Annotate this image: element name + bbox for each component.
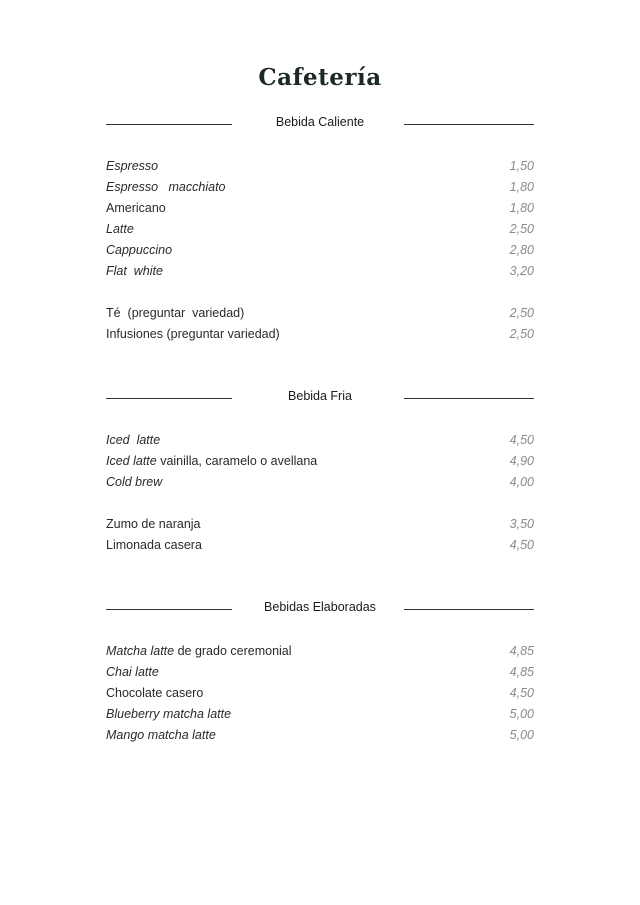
item-price: 4,85 (509, 665, 534, 679)
item-price: 4,00 (509, 475, 534, 489)
section-title: Bebida Fria (288, 389, 352, 403)
item-price: 4,90 (509, 454, 534, 468)
menu-item (106, 451, 534, 472)
menu-item (106, 704, 534, 725)
item-name: Zumo de naranja (106, 517, 201, 531)
item-price: 1,50 (509, 159, 534, 173)
section-title: Bebida Caliente (275, 115, 365, 129)
menu-item (106, 662, 534, 683)
section-header (106, 388, 534, 408)
section-bebidas-elaboradas (106, 599, 534, 746)
item-name: Mango matcha latte (106, 728, 216, 742)
item-name: Flat white (106, 264, 163, 278)
item-name: Iced latte (106, 433, 161, 447)
item-price: 3,50 (509, 517, 534, 531)
menu-item (106, 430, 534, 451)
menu-item (106, 156, 534, 177)
item-price: 2,50 (509, 327, 534, 341)
item-name: Latte (106, 222, 134, 236)
item-name: Americano (106, 201, 166, 215)
divider-right (404, 398, 534, 399)
section-header (106, 599, 534, 619)
menu-item (106, 261, 534, 282)
menu-item (106, 641, 534, 662)
item-name: Espresso macchiato (106, 180, 226, 194)
item-name: Chai latte (106, 665, 159, 679)
item-name: Iced latte vainilla, caramelo o avellana (106, 454, 318, 468)
item-name: Limonada casera (106, 538, 202, 552)
item-price: 4,50 (509, 538, 534, 552)
item-price: 1,80 (509, 180, 534, 194)
item-name: Blueberry matcha latte (106, 707, 232, 721)
page-title: Cafetería (258, 64, 382, 91)
menu-item (106, 177, 534, 198)
menu-item (106, 683, 534, 704)
item-price: 5,00 (509, 728, 534, 742)
menu-item (106, 725, 534, 746)
menu-item (106, 472, 534, 493)
item-price: 2,50 (509, 222, 534, 236)
item-price: 2,50 (509, 306, 534, 320)
item-name: Chocolate casero (106, 686, 204, 700)
item-name: Infusiones (preguntar variedad) (106, 327, 280, 341)
item-name: Espresso (106, 159, 159, 173)
item-price: 4,85 (509, 644, 534, 658)
divider-right (404, 124, 534, 125)
menu-item (106, 324, 534, 345)
section-bebida-caliente (106, 114, 534, 345)
divider-right (404, 609, 534, 610)
item-price: 5,00 (509, 707, 534, 721)
item-name: Cappuccino (106, 243, 173, 257)
item-name: Matcha latte de grado ceremonial (106, 644, 292, 658)
menu-item (106, 303, 534, 324)
menu-item (106, 219, 534, 240)
section-bebida-fria (106, 388, 534, 556)
item-price: 1,80 (509, 201, 534, 215)
menu-item (106, 198, 534, 219)
item-price: 2,80 (509, 243, 534, 257)
item-name: Té (preguntar variedad) (106, 306, 245, 320)
item-price: 3,20 (509, 264, 534, 278)
menu-item (106, 514, 534, 535)
menu-item (106, 535, 534, 556)
item-price: 4,50 (509, 686, 534, 700)
item-name: Cold brew (106, 475, 163, 489)
section-title: Bebidas Elaboradas (264, 600, 376, 614)
section-header (106, 114, 534, 134)
menu-item (106, 240, 534, 261)
item-price: 4,50 (509, 433, 534, 447)
